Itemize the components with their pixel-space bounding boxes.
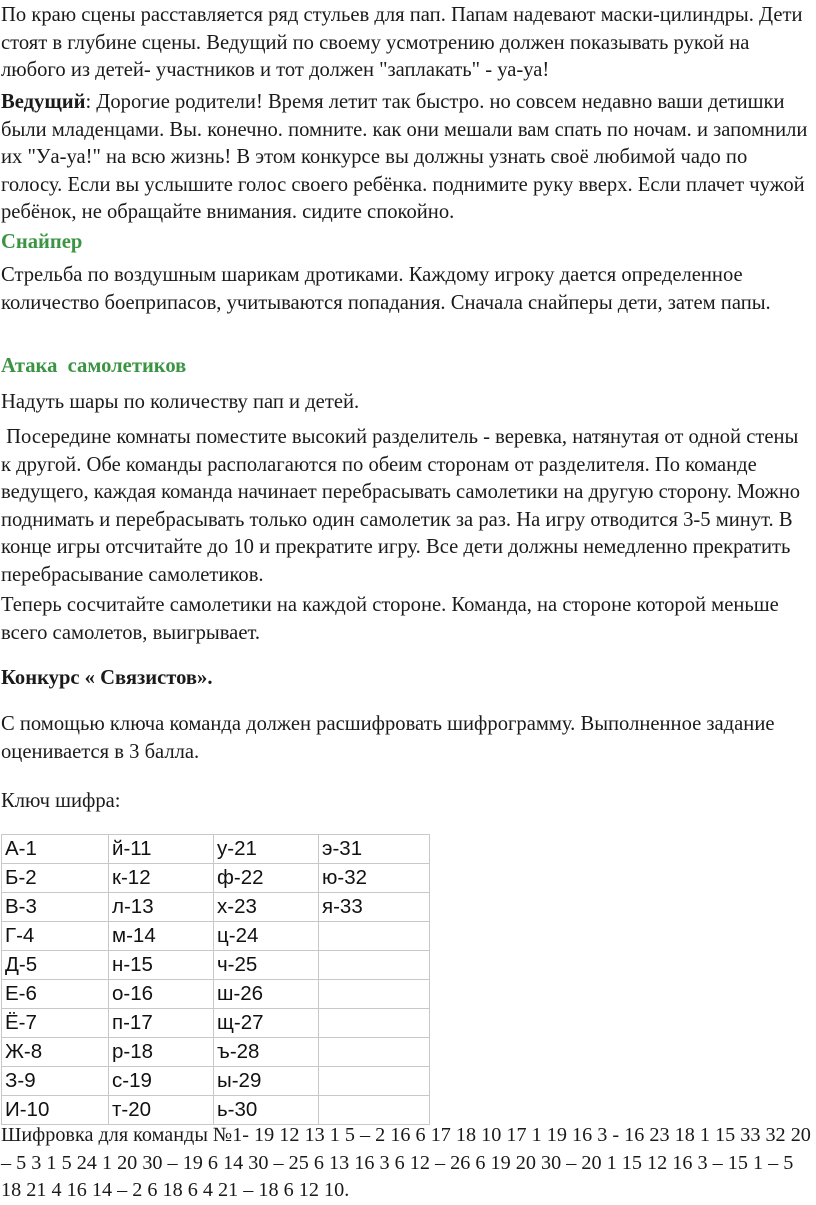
table-cell: Б-2 — [2, 864, 109, 893]
table-cell: т-20 — [109, 1096, 214, 1125]
table-cell: ю-32 — [319, 864, 430, 893]
table-row — [2, 980, 430, 1009]
host-label: Ведущий — [1, 91, 86, 113]
cipher-message: Шифровка для команды №1- 19 12 13 1 5 – 2 16 6 17 18 10 17 1 19 16 3 - 16 23 18 1 15 33 32 20 – 5 3 1 5 24 1 20 30 – 19 6 14 30 – 25 6 13 16 3 6 12 – 26 6 19 20 30 – 20 1 15 12 16 3 – 15 1 – 5 18 21 4 16 14 – 2 6 18 6 4 21 – 18 6 12 10. — [1, 1124, 811, 1201]
table-cell: к-12 — [109, 864, 214, 893]
table-cell: щ-27 — [214, 1009, 319, 1038]
planes-paragraph-1: Надуть шары по количеству пап и детей. — [1, 391, 360, 413]
table-cell — [319, 1009, 430, 1038]
table-cell: п-17 — [109, 1009, 214, 1038]
table-cell — [319, 1038, 430, 1067]
table-cell: м-14 — [109, 922, 214, 951]
table-row — [2, 1009, 430, 1038]
table-cell: А-1 — [2, 835, 109, 864]
table-cell: ч-25 — [214, 951, 319, 980]
table-row — [2, 893, 430, 922]
table-row — [2, 922, 430, 951]
table-cell: Ё-7 — [2, 1009, 109, 1038]
table-cell: л-13 — [109, 893, 214, 922]
table-cell: ь-30 — [214, 1096, 319, 1125]
table-row — [2, 951, 430, 980]
table-cell: э-31 — [319, 835, 430, 864]
table-cell: Е-6 — [2, 980, 109, 1009]
table-cell — [319, 951, 430, 980]
table-cell: Д-5 — [2, 951, 109, 980]
table-cell — [319, 922, 430, 951]
table-cell — [319, 1096, 430, 1125]
table-cell: ы-29 — [214, 1067, 319, 1096]
table-cell: Г-4 — [2, 922, 109, 951]
table-row — [2, 1038, 430, 1067]
intro-paragraph: По краю сцены расставляется ряд стульев для пап. Папам надевают маски-цилиндры. Дети стоят в глубине сцены. Ведущий по своему усмотрению должен показывать рукой на любого из детей- участников и тот должен "заплакать" - уа-уа! — [1, 4, 803, 81]
table-cell: х-23 — [214, 893, 319, 922]
table-cell: ш-26 — [214, 980, 319, 1009]
table-cell: я-33 — [319, 893, 430, 922]
table-cell: о-16 — [109, 980, 214, 1009]
table-cell: у-21 — [214, 835, 319, 864]
table-cell — [319, 1067, 430, 1096]
planes-heading: Атака самолетиков — [1, 355, 187, 377]
host-speech: : Дорогие родители! Время летит так быстро. но совсем недавно ваши детишки были младенцами. Вы. конечно. помните. как они мешали вам спать по ночам. и запомнили их "Уа-уа!" на всю жизнь! В этом конкурсе вы должны узнать своё любимой чадо по голосу. Если вы услышите голос своего ребёнка. поднимите руку вверх. Если плачет чужой ребёнок, не обращайте внимания. сидите спокойно. — [1, 91, 808, 223]
signal-heading: Конкурс « Связистов». — [1, 667, 213, 689]
table-row — [2, 835, 430, 864]
planes-paragraph-3: Теперь сосчитайте самолетики на каждой стороне. Команда, на стороне которой меньше всего самолетов, выигрывает. — [1, 594, 779, 644]
table-row — [2, 1067, 430, 1096]
table-cell: ф-22 — [214, 864, 319, 893]
planes-paragraph-2: Посередине комнаты поместите высокий разделитель - веревка, натянутая от одной стены к другой. Обе команды располагаются по обеим сторонам от разделителя. По команде ведущего, каждая команда начинает перебрасывать самолетики на другую сторону. Можно поднимать и перебрасывать только один самолетик за раз. На игру отводится 3-5 минут. В конце игры отсчитайте до 10 и прекратите игру. Все дети должны немедленно прекратить перебрасывание самолетиков. — [1, 426, 806, 586]
table-cell: Ж-8 — [2, 1038, 109, 1067]
signal-paragraph: С помощью ключа команда должен расшифровать шифрограмму. Выполненное задание оценивается в 3 балла. — [1, 713, 775, 763]
table-cell: р-18 — [109, 1038, 214, 1067]
table-cell: ъ-28 — [214, 1038, 319, 1067]
table-cell: с-19 — [109, 1067, 214, 1096]
cipher-key-table — [1, 834, 430, 1125]
table-cell — [319, 980, 430, 1009]
sniper-paragraph: Стрельба по воздушным шарикам дротиками. Каждому игроку дается определенное количество боеприпасов, учитываются попадания. Сначала снайперы дети, затем папы. — [1, 264, 771, 314]
host-paragraph — [1, 89, 813, 227]
table-cell: ц-24 — [214, 922, 319, 951]
table-cell: В-3 — [2, 893, 109, 922]
table-row — [2, 864, 430, 893]
cipher-key-label: Ключ шифра: — [1, 790, 121, 812]
sniper-heading: Снайпер — [1, 231, 83, 253]
table-cell: З-9 — [2, 1067, 109, 1096]
table-cell: й-11 — [109, 835, 214, 864]
table-row — [2, 1096, 430, 1125]
table-cell: н-15 — [109, 951, 214, 980]
table-cell: И-10 — [2, 1096, 109, 1125]
